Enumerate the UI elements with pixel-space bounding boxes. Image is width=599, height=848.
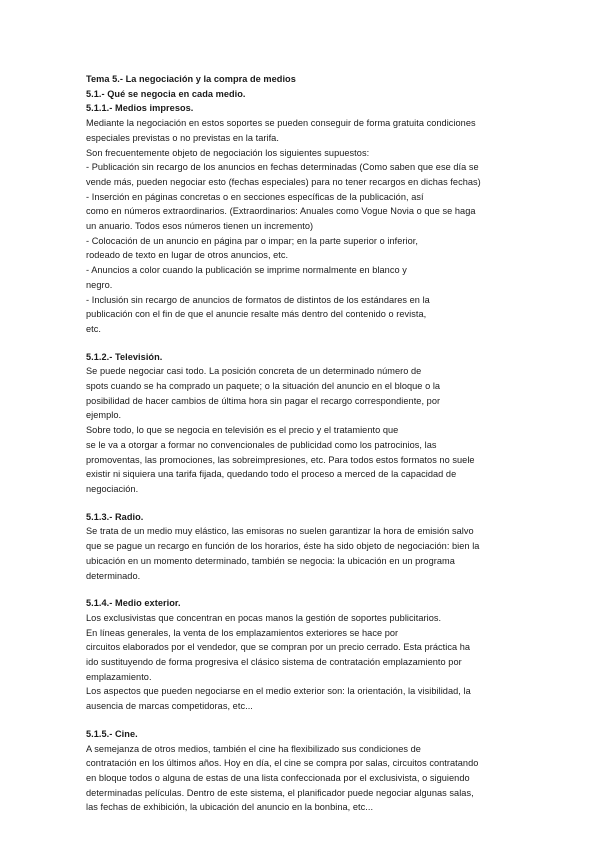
section-heading: 5.1.1.- Medios impresos.: [86, 103, 194, 114]
text-line: Se trata de un medio muy elástico, las emisoras no suelen garantizar la hora de emisión salvo: [86, 526, 474, 537]
text-line: publicación con el fin de que el anuncie resalte más dentro del contenido o revista,: [86, 309, 427, 320]
section-heading: 5.1.3.- Radio.: [86, 511, 144, 522]
text-line: - Inserción en páginas concretas o en secciones específicas de la publicación, así: [86, 191, 424, 202]
text-line: Se puede negociar casi todo. La posición concreta de un determinado número de: [86, 366, 422, 377]
text-line: como en números extraordinarios. (Extraordinarios: Anuales como Vogue Novia o que se haga: [86, 206, 476, 217]
document-title: Tema 5.- La negociación y la compra de medios: [86, 74, 296, 84]
text-line: contratación en los últimos años. Hoy en día, el cine se compra por salas, circuitos contratando: [86, 758, 479, 769]
text-line: vende más, pueden negociar esto (fechas especiales) para no tener recargos en dichas fechas): [86, 176, 481, 187]
section-heading: 5.1.4.- Medio exterior.: [86, 598, 181, 609]
text-line: que se pague un recargo en función de los horarios, éste ha sido objeto de negociación: bien la: [86, 541, 480, 552]
text-line: ubicación en un momento determinado, también se negocia: la ubicación en un programa: [86, 555, 455, 566]
text-line: - Anuncios a color cuando la publicación se imprime normalmente en blanco y: [86, 265, 407, 276]
text-line: ido sustituyendo de forma progresiva el clásico sistema de contratación emplazamiento por: [86, 657, 462, 668]
text-line: se le va a otorgar a formar no convencionales de publicidad como los patrocinios, las: [86, 439, 437, 450]
text-line: etc.: [86, 323, 102, 334]
section-3: [86, 510, 516, 584]
section-heading: 5.1.- Qué se negocia en cada medio.: [86, 88, 246, 99]
text-line: negociación.: [86, 483, 139, 494]
text-line: ejemplo.: [86, 410, 122, 421]
text-line: A semejanza de otros medios, también el cine ha flexibilizado sus condiciones de: [86, 743, 421, 754]
text-line: promoventas, las promociones, las sobreimpresiones, etc. Para todos estos formatos no suele: [86, 454, 475, 465]
text-line: Mediante la negociación en estos soportes se pueden conseguir de forma gratuita condiciones: [86, 118, 476, 129]
text-line: Los exclusivistas que concentran en pocas manos la gestión de soportes publicitarios.: [86, 612, 442, 623]
section-2: [86, 350, 516, 497]
section-gap: [86, 583, 516, 596]
text-line: circuitos elaborados por el vendedor, que se compran por un precio cerrado. Esta práctica ha: [86, 642, 471, 653]
section-gap: [86, 337, 516, 350]
document-body: [86, 72, 516, 815]
section-gap: [86, 714, 516, 727]
text-line: en bloque todos o alguna de estas de una lista confeccionada por el exclusivista, o siguiendo: [86, 772, 470, 783]
text-line: Sobre todo, lo que se negocia en televisión es el precio y el tratamiento que: [86, 425, 399, 436]
text-line: existir ni siquiera una tarifa fijada, quedando todo el proceso a merced de la capacidad de: [86, 469, 457, 480]
text-line: un anuario. Todos esos números tienen un incremento): [86, 221, 314, 232]
text-line: ausencia de marcas competidoras, etc...: [86, 701, 253, 712]
text-line: Son frecuentemente objeto de negociación los siguientes supuestos:: [86, 147, 370, 158]
text-line: negro.: [86, 279, 113, 290]
section-4: [86, 596, 516, 714]
section-heading: 5.1.2.- Televisión.: [86, 351, 163, 362]
text-line: posibilidad de hacer cambios de última hora sin pagar el recargo correspondiente, por: [86, 395, 441, 406]
section-gap: [86, 497, 516, 510]
section-heading: 5.1.5.- Cine.: [86, 728, 138, 739]
text-line: - Inclusión sin recargo de anuncios de formatos de distintos de los estándares en la: [86, 294, 430, 305]
text-line: determinado.: [86, 570, 141, 581]
text-line: En líneas generales, la venta de los emplazamientos exteriores se hace por: [86, 627, 399, 638]
section-1: [86, 87, 516, 337]
text-line: determinadas películas. Dentro de este sistema, el planificador puede negociar algunas salas,: [86, 787, 474, 798]
text-line: especiales previstas o no previstas en la tarifa.: [86, 132, 279, 143]
text-line: emplazamiento.: [86, 671, 152, 682]
text-line: rodeado de texto en lugar de otros anuncios, etc.: [86, 250, 289, 261]
text-line: spots cuando se ha comprado un paquete; o la situación del anuncio en el bloque o la: [86, 381, 441, 392]
text-line: - Publicación sin recargo de los anuncios en fechas determinadas (Como saben que ese día se: [86, 162, 479, 173]
section-5: [86, 727, 516, 815]
text-line: - Colocación de un anuncio en página par o impar; en la parte superior o inferior,: [86, 235, 418, 246]
text-line: Los aspectos que pueden negociarse en el medio exterior son: la orientación, la visibilidad, la: [86, 686, 471, 697]
text-line: las fechas de exhibición, la ubicación del anuncio en la bonbina, etc...: [86, 802, 374, 813]
